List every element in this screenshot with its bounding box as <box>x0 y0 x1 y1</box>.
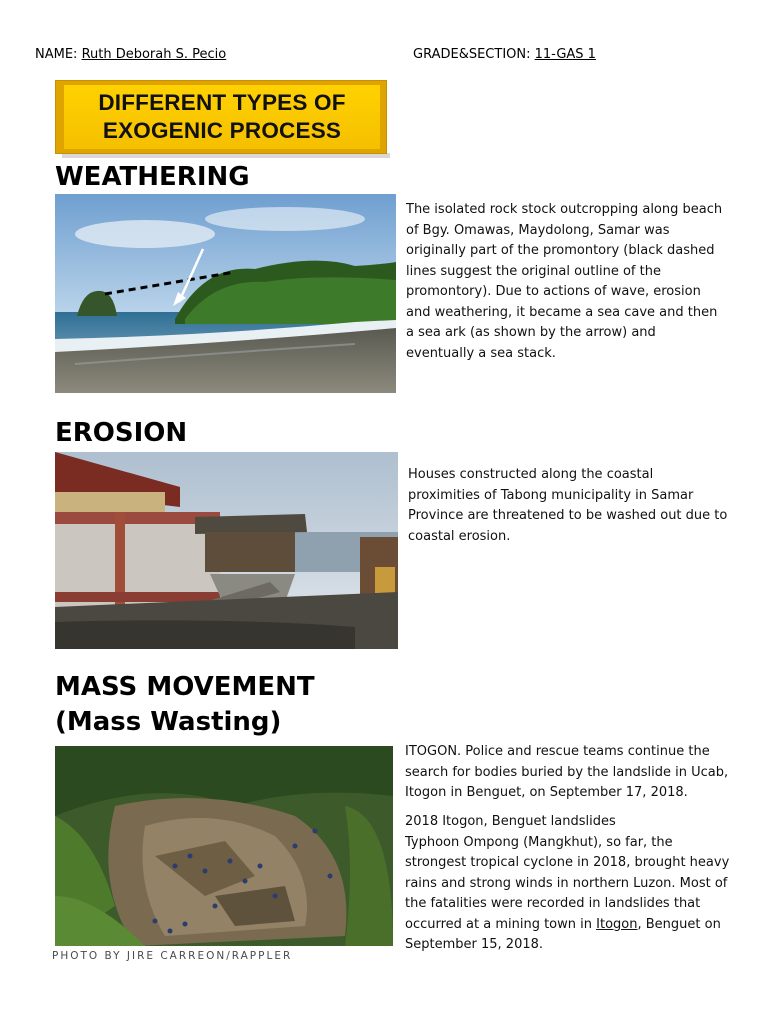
name-value: Ruth Deborah S. Pecio <box>81 47 227 62</box>
mass-movement-body-end: , Benguet on September 15, 2018. <box>405 916 721 952</box>
weathering-description: The isolated rock stock outcropping along beach of Bgy. Omawas, Maydolong, Samar was originally part of the promontory (black dashed lines suggest the original outline of the promontory). Due to actions of wave, erosion and weathering, it became a sea cave and then a sea ark (as shown by the arrow) and eventually a sea stack. <box>406 202 723 361</box>
mass-movement-heading-line-2: (Mass Wasting) <box>55 707 282 737</box>
name-label: NAME: <box>35 47 82 62</box>
weathering-photo <box>55 194 396 393</box>
mass-movement-body: Typhoon Ompong (Mangkhut), so far, the strongest tropical cyclone in 2018, brought heavy rains and strong winds in northern Luzon. Most of the fatalities were recorded in landslides that occurred at a mining town in <box>405 834 730 932</box>
weathering-heading: WEATHERING <box>55 162 250 192</box>
mass-movement-caption: ITOGON. Police and rescue teams continue the search for bodies buried by the landslide in Ucab, Itogon in Benguet, on September 17, 2018. <box>405 744 729 800</box>
name-field <box>35 47 226 62</box>
photo-credit: PHOTO BY JIRE CARREON/RAPPLER <box>52 950 293 962</box>
title-banner <box>55 80 387 154</box>
title-text <box>64 85 380 149</box>
mass-movement-heading-line-1: MASS MOVEMENT <box>55 672 315 702</box>
mass-movement-photo <box>55 746 393 946</box>
erosion-description: Houses constructed along the coastal proximities of Tabong municipality in Samar Province are threatened to be washed out due to coastal erosion. <box>408 467 728 544</box>
grade-value: 11-GAS 1 <box>534 47 596 62</box>
grade-section-field <box>413 47 596 62</box>
itogon-link[interactable]: Itogon <box>596 916 638 932</box>
grade-label: GRADE&SECTION: <box>413 47 535 62</box>
mass-movement-description <box>405 812 735 956</box>
mass-movement-subtitle: 2018 Itogon, Benguet landslides <box>405 814 616 829</box>
title-line-2: EXOGENIC PROCESS <box>102 118 342 143</box>
mass-movement-heading <box>55 670 315 740</box>
erosion-heading: EROSION <box>55 418 188 448</box>
erosion-photo <box>55 452 398 649</box>
title-line-1: DIFFERENT TYPES OF <box>98 89 346 115</box>
